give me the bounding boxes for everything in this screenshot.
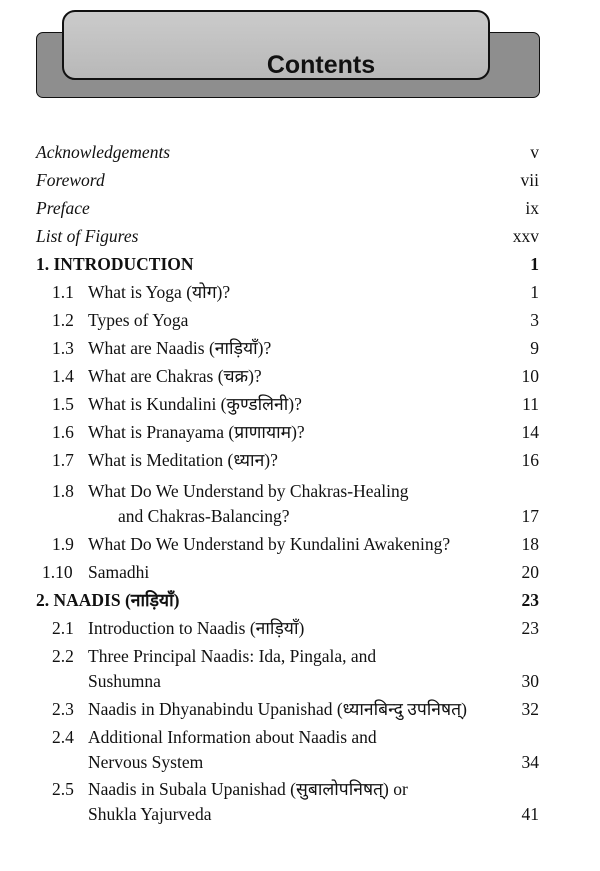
toc-section-2-5-continued[interactable]	[0, 801, 600, 827]
section-page: 20	[521, 562, 539, 582]
section-page: 23	[521, 618, 539, 638]
toc-section-2-1[interactable]	[0, 615, 600, 641]
section-title: Naadis in Subala Upanishad (सुबालोपनिषत्) or	[88, 779, 408, 799]
toc-entry-title: Preface	[36, 198, 90, 218]
section-page: 9	[530, 338, 539, 358]
section-title: Additional Information about Naadis and	[88, 727, 377, 747]
toc-entry-preface[interactable]	[0, 195, 600, 221]
section-page: 1	[530, 282, 539, 302]
toc-section-2-2-continued[interactable]	[0, 668, 600, 694]
section-page: 14	[521, 422, 539, 442]
section-title: What Do We Understand by Kundalini Awakening?	[88, 534, 451, 554]
section-page: 18	[521, 534, 539, 554]
section-number: 1.4	[52, 366, 74, 386]
toc-entry-list-of-figures[interactable]	[0, 223, 600, 249]
section-page: 30	[521, 671, 539, 691]
toc-chapter-1[interactable]	[0, 251, 600, 277]
section-page: 34	[521, 752, 539, 772]
section-title-continued: and Chakras-Balancing?	[118, 506, 290, 526]
section-number: 2.2	[52, 646, 74, 666]
toc-section-1-3[interactable]	[0, 335, 600, 361]
section-title-continued: Nervous System	[88, 752, 204, 772]
toc-section-1-8-continued[interactable]	[0, 503, 600, 529]
toc-section-1-6[interactable]	[0, 419, 600, 445]
section-title: What is Pranayama (प्राणायाम)?	[88, 422, 305, 442]
page-title: Contents	[266, 51, 376, 79]
toc-section-2-4-continued[interactable]	[0, 749, 600, 775]
toc-entry-title: List of Figures	[36, 226, 139, 246]
chapter-title: 2. NAADIS (नाड़ियाँ)	[36, 590, 180, 610]
section-title: Naadis in Dhyanabindu Upanishad (ध्यानबिन्दु उपनिषत्)	[88, 699, 467, 719]
toc-section-2-2[interactable]	[0, 643, 600, 669]
toc-entry-page: v	[530, 142, 539, 162]
section-number: 2.1	[52, 618, 74, 638]
section-number: 2.5	[52, 779, 74, 799]
section-page: 32	[521, 699, 539, 719]
section-number: 1.10	[42, 562, 73, 582]
section-title: Samadhi	[88, 562, 150, 582]
section-number: 1.5	[52, 394, 74, 414]
toc-entry-page: ix	[525, 198, 539, 218]
toc-section-1-5[interactable]	[0, 391, 600, 417]
section-page: 10	[521, 366, 539, 386]
section-number: 1.1	[52, 282, 74, 302]
chapter-page: 23	[521, 590, 539, 610]
toc-section-1-2[interactable]	[0, 307, 600, 333]
toc-section-2-4[interactable]	[0, 724, 600, 750]
toc-entry-page: xxv	[512, 226, 539, 246]
section-title: What are Chakras (चक्र)?	[88, 366, 262, 386]
section-number: 2.4	[52, 727, 74, 747]
section-number: 1.8	[52, 481, 74, 501]
section-title: Types of Yoga	[88, 310, 189, 330]
toc-section-1-10[interactable]	[0, 559, 600, 585]
section-number: 2.3	[52, 699, 74, 719]
section-title: What are Naadis (नाड़ियाँ)?	[88, 338, 272, 358]
chapter-title: 1. INTRODUCTION	[36, 254, 194, 274]
section-page: 3	[530, 310, 539, 330]
section-title: What is Yoga (योग)?	[88, 282, 231, 302]
section-title: What is Meditation (ध्यान)?	[88, 450, 278, 470]
chapter-page: 1	[530, 254, 539, 274]
toc-section-1-8[interactable]	[0, 478, 600, 504]
section-number: 1.7	[52, 450, 74, 470]
section-title: What Do We Understand by Chakras-Healing	[88, 481, 409, 501]
section-number: 1.9	[52, 534, 74, 554]
toc-section-1-9[interactable]	[0, 531, 600, 557]
section-title-continued: Sushumna	[88, 671, 161, 691]
section-number: 1.3	[52, 338, 74, 358]
section-page: 11	[522, 394, 539, 414]
toc-entry-page: vii	[520, 170, 539, 190]
toc-entry-acknowledgements[interactable]	[0, 139, 600, 165]
toc-chapter-2[interactable]	[0, 587, 600, 613]
toc-section-2-5[interactable]	[0, 776, 600, 802]
toc-section-1-4[interactable]	[0, 363, 600, 389]
section-title-continued: Shukla Yajurveda	[88, 804, 212, 824]
section-title: Introduction to Naadis (नाड़ियाँ)	[88, 618, 305, 638]
toc-entry-title: Foreword	[36, 170, 105, 190]
section-number: 1.2	[52, 310, 74, 330]
toc-entry-foreword[interactable]	[0, 167, 600, 193]
section-page: 16	[521, 450, 539, 470]
toc-entry-title: Acknowledgements	[36, 142, 171, 162]
section-title: What is Kundalini (कुण्डलिनी)?	[88, 394, 302, 414]
section-page: 41	[521, 804, 539, 824]
toc-section-1-7[interactable]	[0, 447, 600, 473]
toc-section-2-3[interactable]	[0, 696, 600, 722]
toc-section-1-1[interactable]	[0, 279, 600, 305]
section-number: 1.6	[52, 422, 74, 442]
section-title: Three Principal Naadis: Ida, Pingala, and	[88, 646, 377, 666]
section-page: 17	[521, 506, 539, 526]
